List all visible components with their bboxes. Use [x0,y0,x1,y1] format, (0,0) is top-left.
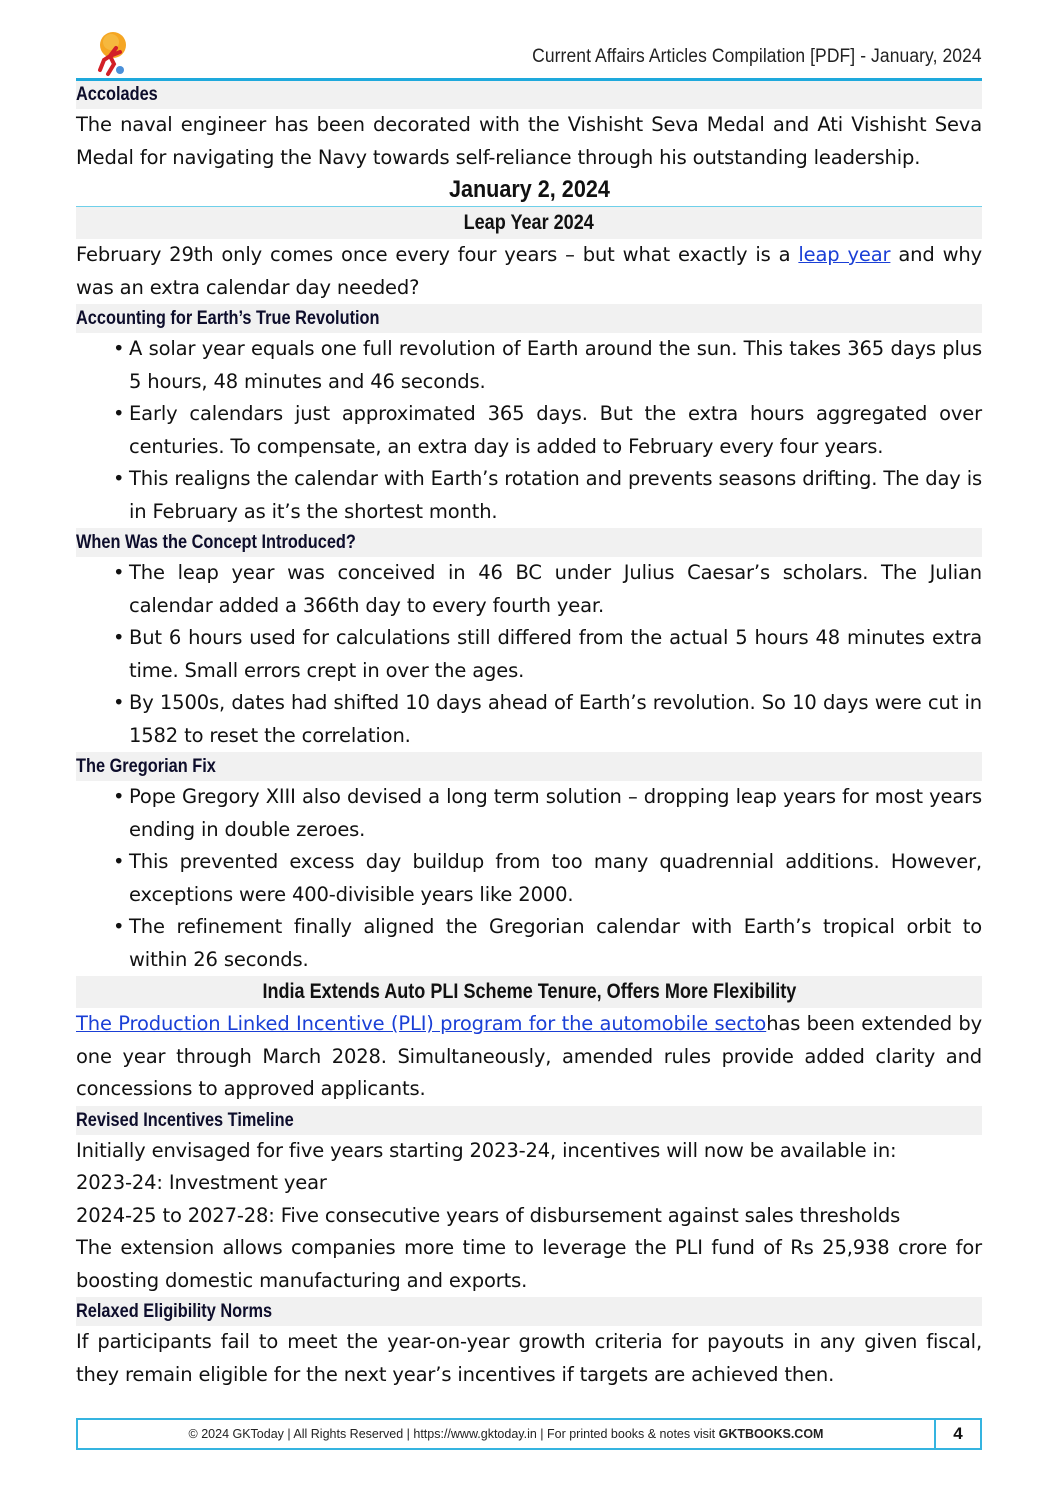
article-title: India Extends Auto PLI Scheme Tenure, Offers More Flexibility [76,976,982,1008]
bullet-list [76,781,982,976]
body-line: 2024-25 to 2027-28: Five consecutive years of disbursement against sales thresholds [76,1203,901,1227]
body-line: The extension allows companies more time to leverage the PLI fund of Rs 25,938 crore for boosting domestic manufacturing and exports. [76,1236,982,1292]
list-item: • By 1500s, dates had shifted 10 days ahead of Earth’s revolution. So 10 days were cut in 1582 to reset the correlation. [129,687,982,752]
bullet-list [76,557,982,752]
list-item: • This realigns the calendar with Earth’s rotation and prevents seasons drifting. The day is in February as it’s the shortest month. [129,463,982,528]
accolades-text: The naval engineer has been decorated with the Vishisht Seva Medal and Ati Vishisht Seva Medal for navigating the Navy towards self-reliance through his outstanding leadership. [76,113,982,169]
footer-copyright: © 2024 GKToday | All Rights Reserved | https://www.gktoday.in | For printed books & notes visit GKTBOOKS.COM [78,1420,936,1448]
bullet-list [76,333,982,528]
section-heading: Accounting for Earth’s True Revolution [76,304,982,333]
pli-program-link[interactable]: The Production Linked Incentive (PLI) program for the automobile secto [76,1012,767,1035]
body-line: If participants fail to meet the year-on-year growth criteria for payouts in any given fiscal, they remain eligible for the next year’s incentives if targets are achieved then. [76,1330,982,1386]
section-heading: Accolades [76,80,982,109]
header-title: Current Affairs Articles Compilation [PDF] - January, 2024 [532,46,982,67]
section-heading: When Was the Concept Introduced? [76,528,982,557]
date-heading: January 2, 2024 [448,176,610,203]
footer-brand: GKTBOOKS.COM [718,1427,824,1441]
section-heading: Revised Incentives Timeline [76,1106,982,1135]
document-page [76,0,982,1391]
leap-year-link[interactable]: leap year [798,243,891,266]
body-line: Initially envisaged for five years starting 2023-24, incentives will now be available in: [76,1138,897,1162]
list-item: • This prevented excess day buildup from too many quadrennial additions. However, exceptions were 400-divisible years like 2000. [129,846,982,911]
header-divider [76,78,982,81]
article-intro: February 29th only comes once every four years – but what exactly is a leap year and why was an extra calendar day needed? [76,243,982,299]
list-item: • The refinement finally aligned the Gregorian calendar with Earth’s tropical orbit to within 26 seconds. [129,911,982,976]
list-item: • But 6 hours used for calculations still differed from the actual 5 hours 48 minutes extra time. Small errors crept in over the ages. [129,622,982,687]
page-header [76,0,982,80]
article-title: Leap Year 2024 [76,207,982,239]
section-heading: The Gregorian Fix [76,752,982,781]
section-heading: Relaxed Eligibility Norms [76,1297,982,1326]
list-item: • Pope Gregory XIII also devised a long term solution – dropping leap years for most years ending in double zeroes. [129,781,982,846]
list-item: • Early calendars just approximated 365 days. But the extra hours aggregated over centuries. To compensate, an extra day is added to February every four years. [129,398,982,463]
list-item: • A solar year equals one full revolution of Earth around the sun. This takes 365 days plus 5 hours, 48 minutes and 46 seconds. [129,333,982,398]
page-number: 4 [953,1424,963,1443]
page-footer [76,1418,982,1450]
gktoday-logo-icon [94,30,130,78]
body-line: 2023-24: Investment year [76,1171,327,1194]
list-item: • The leap year was conceived in 46 BC under Julius Caesar’s scholars. The Julian calendar added a 366th day to every fourth year. [129,557,982,622]
article-intro: The Production Linked Incentive (PLI) program for the automobile sectohas been extended by one year through March 2028. Simultaneously, amended rules provide added clarity and concessions to approved applicants. [76,1012,982,1100]
